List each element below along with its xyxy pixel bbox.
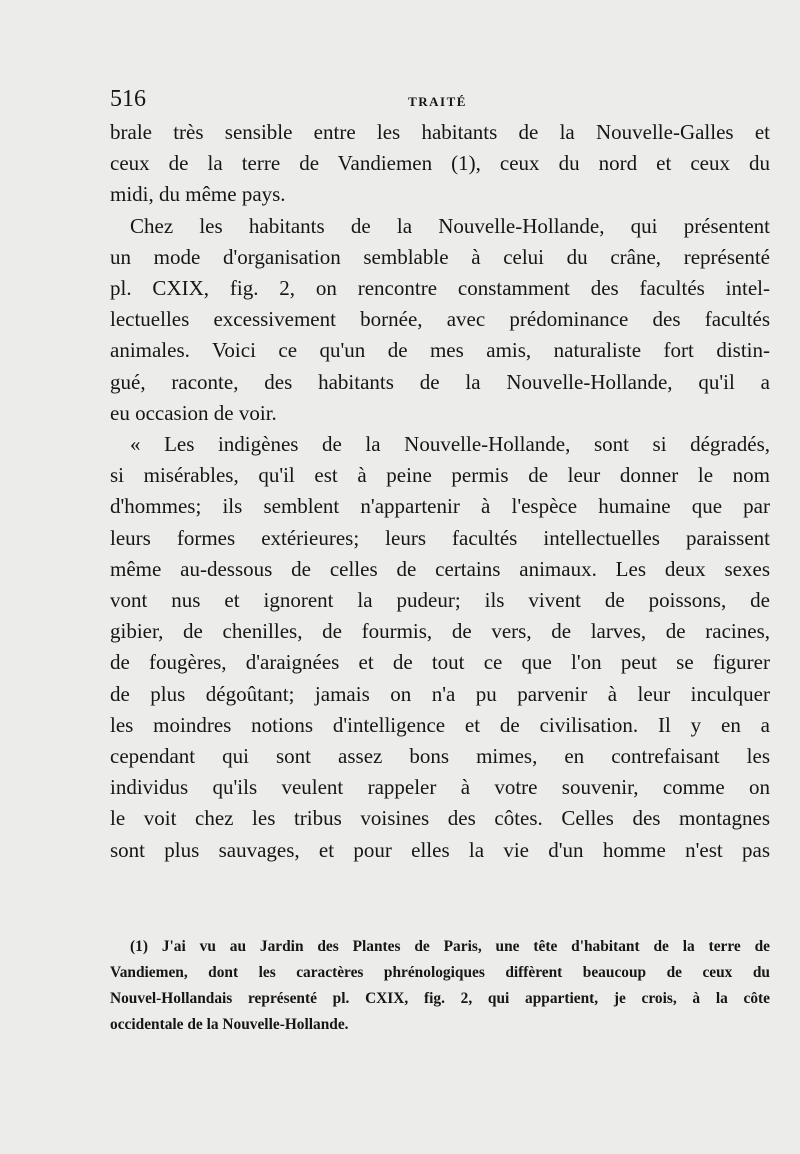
text-line: pl. CXIX, fig. 2, on rencontre constamment des facultés intel- <box>110 276 770 301</box>
text-line: brale très sensible entre les habitants de la Nouvelle-Galles et <box>110 120 770 144</box>
footnote-line: Vandiemen, dont les caractères phrénologiques diffèrent beaucoup de ceux du <box>110 964 770 981</box>
text-line: cependant qui sont assez bons mimes, en contrefaisant les <box>110 744 770 769</box>
text-line: animales. Voici ce qu'un de mes amis, naturaliste fort distin- <box>110 338 770 363</box>
text-line: même au-dessous de celles de certains animaux. Les deux sexes <box>110 556 770 581</box>
text-line: de fougères, d'araignées et de tout ce que l'on peut se figurer <box>110 650 770 675</box>
text-line: midi, du même pays. <box>110 182 286 207</box>
text-line: si misérables, qu'il est à peine permis de leur donner le nom <box>110 463 770 488</box>
running-title: TRAITÉ <box>408 94 467 109</box>
text-line: lectuelles excessivement bornée, avec prédominance des facultés <box>110 307 770 332</box>
footnote-line: Nouvel-Hollandais représenté pl. CXIX, fig. 2, qui appartient, je crois, à la côte <box>110 990 770 1007</box>
text-line: Chez les habitants de la Nouvelle-Hollande, qui présentent <box>130 213 770 238</box>
footnote-line: occidentale de la Nouvelle-Hollande. <box>110 1016 349 1033</box>
text-line: gué, raconte, des habitants de la Nouvelle-Hollande, qu'il a <box>110 369 770 394</box>
text-line: le voit chez les tribus voisines des côtes. Celles des montagnes <box>110 806 770 831</box>
text-line: « Les indigènes de la Nouvelle-Hollande, sont si dégradés, <box>130 432 770 457</box>
text-line: ceux de la terre de Vandiemen (1), ceux du nord et ceux du <box>110 151 770 176</box>
text-line: de plus dégoûtant; jamais on n'a pu parvenir à leur inculquer <box>110 681 770 706</box>
text-line: individus qu'ils veulent rappeler à votre souvenir, comme on <box>110 775 770 800</box>
footnote <box>110 934 770 1038</box>
text-line: sont plus sauvages, et pour elles la vie d'un homme n'est pas <box>110 837 770 862</box>
text-line: eu occasion de voir. <box>110 400 277 425</box>
page-number: 516 <box>110 86 146 112</box>
text-line: les moindres notions d'intelligence et de civilisation. Il y en a <box>110 712 770 737</box>
page-header <box>110 86 765 118</box>
text-line: leurs formes extérieures; leurs facultés intellectuelles paraissent <box>110 525 770 550</box>
text-line: gibier, de chenilles, de fourmis, de vers, de larves, de racines, <box>110 619 770 644</box>
body-text <box>110 117 770 866</box>
text-line: vont nus et ignorent la pudeur; ils vivent de poissons, de <box>110 588 770 613</box>
text-line: d'hommes; ils semblent n'appartenir à l'espèce humaine que par <box>110 494 770 519</box>
footnote-line: (1) J'ai vu au Jardin des Plantes de Paris, une tête d'habitant de la terre de <box>130 938 770 955</box>
text-line: un mode d'organisation semblable à celui du crâne, représenté <box>110 244 770 269</box>
